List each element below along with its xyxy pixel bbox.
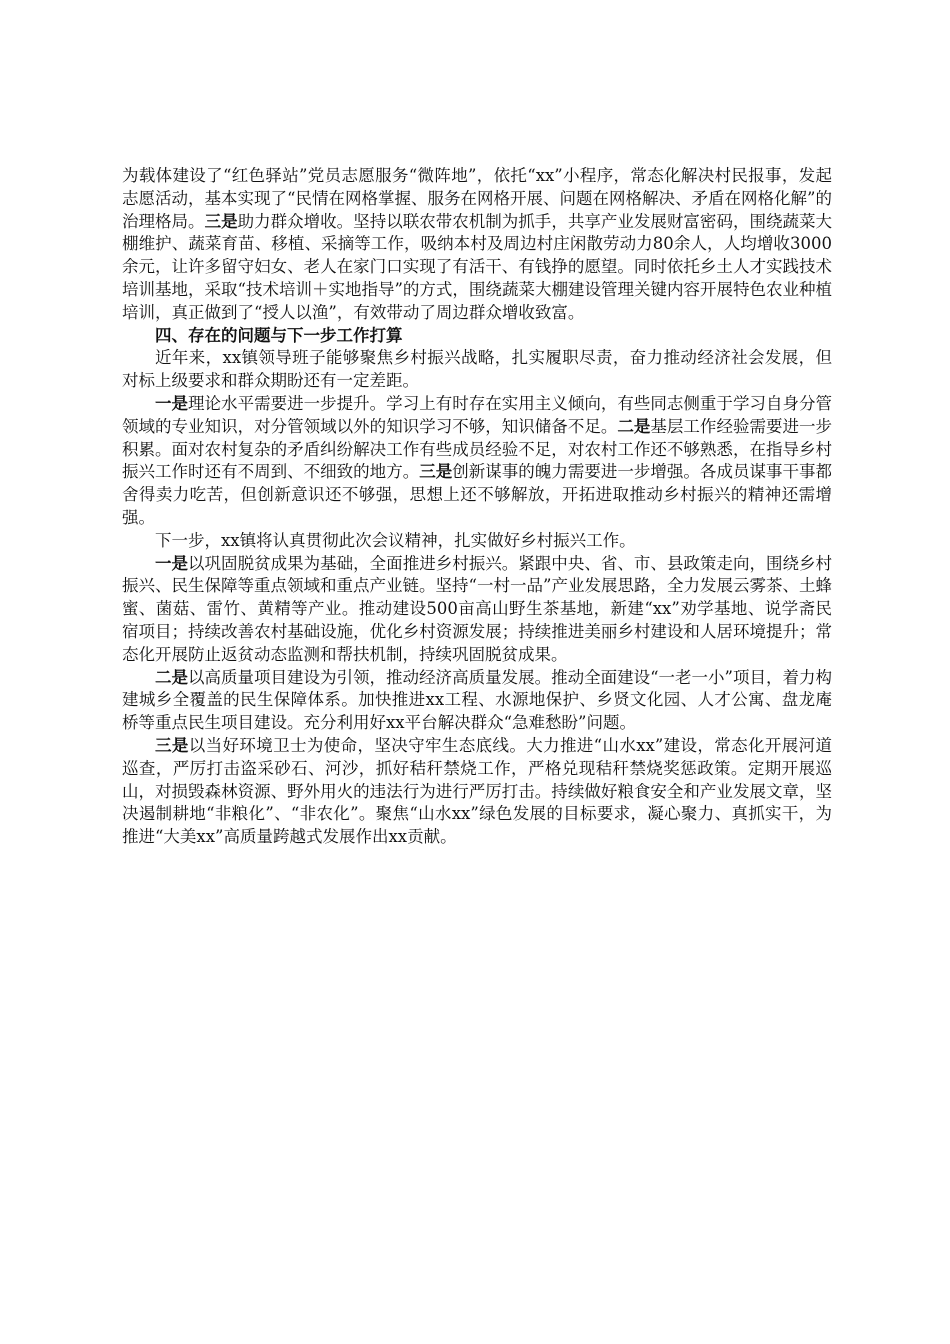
paragraph-text: 以当好环境卫士为使命，坚决守牢生态底线。大力推进“山水xx”建设，常态化开展河道巡查，严厉打击盗采砂石、河沙，抓好秸秆禁烧工作，严格兑现秸秆禁烧奖惩政策。定期开展巡山，对损毁森林资源、野外用火的违法行为进行严厉打击。持续做好粮食安全和产业发展文章，坚决遏制耕地“非粮化”、“非农化”。聚焦“山水xx”绿色发展的目标要求，凝心聚力、真抓实干，为推进“大美xx”高质量跨越式发展作出xx贡献。 bbox=[122, 735, 833, 847]
paragraph-text: 理论水平需要进一步提升。学习上有时存在实用主义倾向，有些同志侧重于学习自身分管领域的专业知识，对分管领域以外的知识学习不够，知识储备不足。 bbox=[122, 393, 833, 436]
document-body bbox=[122, 165, 832, 849]
enumerator-label: 二是 bbox=[155, 667, 189, 687]
paragraph-text: 以高质量项目建设为引领，推动经济高质量发展。推动全面建设“一老一小”项目，着力构建城乡全覆盖的民生保障体系。加快推进xx工程、水源地保护、乡贤文化园、人才公寓、盘龙庵桥等重点民生项目建设。充分利用好xx平台解决群众“急难愁盼”问题。 bbox=[122, 667, 833, 733]
enumerator-label: 三是 bbox=[155, 735, 189, 755]
paragraph-intro: 近年来，xx镇领导班子能够聚焦乡村振兴战略，扎实履职尽责，奋力推动经济社会发展，但对标上级要求和群众期盼还有一定差距。 bbox=[122, 348, 832, 391]
paragraph-problems bbox=[122, 393, 832, 530]
enumerator-label: 三是 bbox=[204, 211, 238, 231]
enumerator-label: 二是 bbox=[617, 416, 651, 436]
enumerator-label: 一是 bbox=[155, 393, 189, 413]
section-heading: 四、存在的问题与下一步工作打算 bbox=[155, 325, 403, 345]
paragraph-plan-1 bbox=[122, 553, 832, 667]
enumerator-label: 一是 bbox=[155, 553, 189, 573]
paragraph-plan-3 bbox=[122, 735, 832, 849]
paragraph-text: 助力群众增收。坚持以联农带农机制为抓手，共享产业发展财富密码，围绕蔬菜大棚维护、蔬菜育苗、移植、采摘等工作，吸纳本村及周边村庄闲散劳动力80余人，人均增收3000余元，让许多留守妇女、老人在家门口实现了有活干、有钱挣的愿望。同时依托乡土人才实践技术培训基地，采取“技术培训＋实地指导”的方式，围绕蔬菜大棚建设管理关键内容开展特色农业种植培训，真正做到了“授人以渔”，有效带动了周边群众增收致富。 bbox=[122, 211, 833, 322]
paragraph-text: 以巩固脱贫成果为基础，全面推进乡村振兴。紧跟中央、省、市、县政策走向，围绕乡村振兴、民生保障等重点领域和重点产业链。坚持“一村一品”产业发展思路，全力发展云雾茶、土蜂蜜、菌菇、雷竹、黄精等产业。推动建设500亩高山野生茶基地，新建“xx”劝学基地、说学斋民宿项目；持续改善农村基础设施，优化乡村资源发展；持续推进美丽乡村建设和人居环境提升；常态化开展防止返贫动态监测和帮扶机制，持续巩固脱贫成果。 bbox=[122, 553, 833, 664]
paragraph-text: 基层工作经验需要进一步积累。面对农村复杂的矛盾纠纷解决工作有些成员经验不足，对农村工作还不够熟悉，在指导乡村振兴工作时还有不周到、不细致的地方。 bbox=[122, 416, 833, 482]
paragraph-continuation bbox=[122, 165, 832, 325]
paragraph-next-step: 下一步，xx镇将认真贯彻此次会议精神，扎实做好乡村振兴工作。 bbox=[155, 530, 636, 550]
paragraph-text: 创新谋事的魄力需要进一步增强。各成员谋事干事都舍得卖力吃苦，但创新意识还不够强，思想上还不够解放，开拓进取推动乡村振兴的精神还需增强。 bbox=[122, 462, 833, 527]
paragraph-text: 为载体建设了“红色驿站”党员志愿服务“微阵地”，依托“xx”小程序，常态化解决村民报事，发起志愿活动，基本实现了“民情在网格掌握、服务在网格开展、问题在网格解决、矛盾在网格化解”的治理格局。 bbox=[122, 166, 832, 231]
enumerator-label: 三是 bbox=[419, 462, 453, 482]
paragraph-plan-2 bbox=[122, 667, 832, 735]
